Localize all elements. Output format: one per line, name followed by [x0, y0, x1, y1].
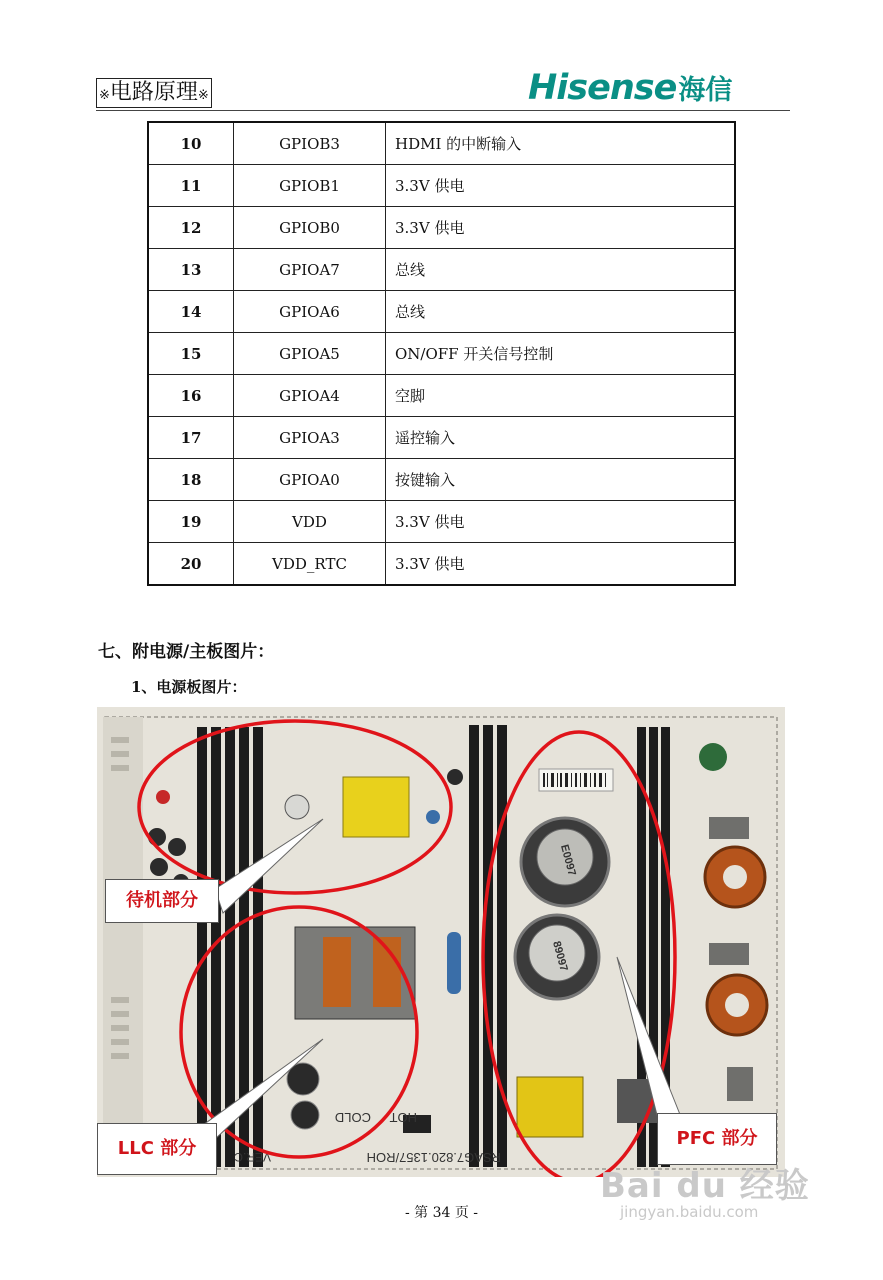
pin-function: 3.3V 供电: [386, 501, 736, 543]
hisense-logo: [528, 68, 788, 110]
pin-name: GPIOA3: [234, 417, 386, 459]
baidu-watermark: [600, 1158, 810, 1221]
table-row: [148, 207, 735, 249]
table-row: [148, 165, 735, 207]
page-number: - 第 34 页 -: [404, 1205, 479, 1221]
pin-number: 10: [148, 122, 234, 165]
pin-number: 16: [148, 375, 234, 417]
silkscreen-version: VER.C: [234, 1150, 271, 1164]
header-title: 电路原理: [109, 80, 198, 105]
capacitor-code-2: 89097: [550, 939, 570, 973]
table-row: [148, 122, 735, 165]
watermark-url: jingyan.baidu.com: [620, 1203, 759, 1221]
silkscreen-hot: HOT: [389, 1110, 417, 1125]
pfc-section-label: PFC 部分: [657, 1113, 777, 1165]
section-subtitle: 1、电源板图片：: [131, 678, 247, 696]
pin-number: 11: [148, 165, 234, 207]
table-row: [148, 501, 735, 543]
pin-name: GPIOA4: [234, 375, 386, 417]
reference-mark-left: ※: [99, 88, 110, 103]
header-divider: [96, 110, 790, 111]
pin-name: GPIOA0: [234, 459, 386, 501]
power-board-illustration: [97, 707, 785, 1177]
pin-table: [147, 121, 736, 586]
table-row: [148, 333, 735, 375]
table-row: [148, 417, 735, 459]
pin-function: 3.3V 供电: [386, 207, 736, 249]
pin-table-body: [148, 122, 735, 585]
pin-number: 15: [148, 333, 234, 375]
pin-function: 遥控输入: [386, 417, 736, 459]
silkscreen-model: RSAG7.820.1357/ROH: [366, 1150, 501, 1165]
table-row: [148, 459, 735, 501]
section-title: 七、附电源/主板图片：: [98, 642, 275, 662]
standby-section-label: 待机部分: [105, 879, 219, 923]
logo-chinese: 海信: [678, 75, 733, 106]
toroid-top: [705, 847, 765, 907]
pin-name: VDD_RTC: [234, 543, 386, 586]
pin-function: HDMI 的中断输入: [386, 122, 736, 165]
pin-function: 3.3V 供电: [386, 165, 736, 207]
pin-number: 14: [148, 291, 234, 333]
pin-name: VDD: [234, 501, 386, 543]
pin-function: 按键输入: [386, 459, 736, 501]
pin-number: 19: [148, 501, 234, 543]
table-row: [148, 375, 735, 417]
pin-number: 20: [148, 543, 234, 586]
pin-number: 13: [148, 249, 234, 291]
silkscreen-cold: COLD: [334, 1110, 371, 1125]
reference-mark-right: ※: [197, 88, 209, 103]
pin-number: 18: [148, 459, 234, 501]
pin-name: GPIOA5: [234, 333, 386, 375]
pin-function: ON/OFF 开关信号控制: [386, 333, 736, 375]
pin-name: GPIOA6: [234, 291, 386, 333]
watermark-logo: Bai du 经验: [600, 1166, 810, 1206]
power-board-photo: [97, 707, 785, 1177]
table-row: [148, 543, 735, 586]
table-row: [148, 291, 735, 333]
pin-name: GPIOB1: [234, 165, 386, 207]
pin-function: 总线: [386, 249, 736, 291]
pin-name: GPIOB3: [234, 122, 386, 165]
section-header: [96, 78, 212, 108]
capacitor-code-1: E0097: [557, 843, 578, 878]
pin-function: 3.3V 供电: [386, 543, 736, 586]
table-row: [148, 249, 735, 291]
pin-name: GPIOA7: [234, 249, 386, 291]
toroid-bottom: [707, 975, 767, 1035]
pin-number: 12: [148, 207, 234, 249]
logo-english: Hisense: [528, 68, 677, 108]
pin-name: GPIOB0: [234, 207, 386, 249]
pin-number: 17: [148, 417, 234, 459]
llc-section-label: LLC 部分: [97, 1123, 217, 1175]
pin-function: 空脚: [386, 375, 736, 417]
pin-function: 总线: [386, 291, 736, 333]
